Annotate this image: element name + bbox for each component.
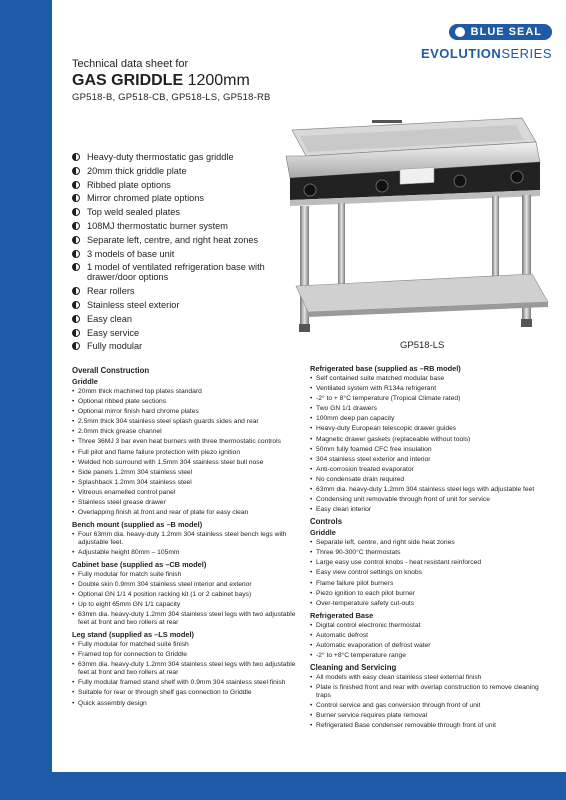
spec-item: • Fully modular for match suite finish	[72, 571, 308, 579]
spec-item: • Fully modular for matched suite finish	[72, 641, 308, 649]
spec-item: • Adjustable height 80mm – 105mm	[72, 549, 308, 557]
spec-item: • 100mm deep pan capacity	[310, 415, 546, 423]
spec-item: • Control service and gas conversion through front of unit	[310, 702, 546, 710]
spec-item: • 63mm dia. heavy-duty 1.2mm 304 stainless steel legs with adjustable feet	[310, 486, 546, 494]
page-title	[72, 72, 302, 90]
title-block	[72, 58, 302, 103]
leg-stand-heading: Leg stand (supplied as –LS model)	[72, 630, 194, 640]
griddle-heading: Griddle	[72, 377, 98, 386]
feature-text: 1 model of ventilated refrigeration base with drawer/door options	[87, 262, 265, 283]
spec-item: • Double skin 0.9mm 304 stainless steel interior and exterior	[72, 581, 308, 589]
spec-item: • Automatic evaporation of defrost water	[310, 642, 546, 650]
right-spec-column	[310, 364, 546, 733]
controls-refrigerated-heading: Refrigerated Base	[310, 610, 374, 620]
side-accent-bar	[0, 0, 52, 800]
logo-text: BLUE SEAL	[470, 26, 542, 38]
feature-item	[72, 328, 292, 338]
feature-text: Easy service	[87, 327, 140, 338]
spec-item: • Plate is finished front and rear with overlap construction to remove cleaning traps	[310, 684, 546, 700]
feature-text: Stainless steel exterior	[87, 299, 180, 310]
spec-item: • Optional mirror finish hard chrome plates	[72, 408, 308, 416]
spec-item: • Easy view control settings on knobs	[310, 569, 546, 577]
spec-item: • Condensing unit removable through front of unit for service	[310, 496, 546, 504]
spec-item: • 20mm thick machined top plates standard	[72, 388, 308, 396]
spec-item: • No condensate drain required	[310, 476, 546, 484]
spec-item: • Fully modular framed stand shelf with 0.9mm 304 stainless steel finish	[72, 679, 308, 687]
cabinet-spec-list	[72, 571, 308, 627]
feature-item	[72, 286, 292, 296]
title-size: 1200mm	[183, 72, 250, 89]
spec-item: • Separate left, centre, and right side heat zones	[310, 539, 546, 547]
spec-item: • -2° to +8°C temperature range	[310, 652, 546, 660]
spec-item: • Four 63mm dia. heavy-duty 1.2mm 304 stainless steel bench legs with adjustable feet.	[72, 531, 308, 547]
spec-item: • Two GN 1/1 drawers	[310, 405, 546, 413]
cleaning-spec-list	[310, 674, 546, 730]
griddle-product-image	[272, 106, 552, 338]
spec-item: • 63mm dia. heavy-duty 1.2mm 304 stainless steel legs with two adjustable feet at front and two rollers at rear	[72, 661, 308, 677]
spec-item: • Quick assembly design	[72, 700, 308, 708]
spec-item: • Heavy-duty European telescopic drawer guides	[310, 425, 546, 433]
controls-heading: Controls	[310, 517, 343, 527]
feature-item	[72, 235, 292, 245]
feature-item	[72, 249, 292, 259]
feature-text: Top weld sealed plates	[87, 207, 180, 218]
spec-item: • Up to eight 65mm GN 1/1 capacity	[72, 601, 308, 609]
spec-item: • Flame failure pilot burners	[310, 580, 546, 588]
spec-item: • Optional GN 1/1 4 position racking kit (1 or 2 cabinet bays)	[72, 591, 308, 599]
spec-item: • 304 stainless steel exterior and interior	[310, 456, 546, 464]
bench-spec-list	[72, 531, 308, 557]
spec-item: • Automatic defrost	[310, 632, 546, 640]
feature-text: Heavy-duty thermostatic gas griddle	[87, 152, 234, 162]
refrigerated-base-heading: Refrigerated base (supplied as –RB model)	[310, 364, 461, 373]
feature-item	[72, 166, 292, 176]
spec-item: • Digital control electronic thermostat	[310, 622, 546, 630]
spec-item: • -2° to + 8°C temperature (Tropical Climate rated)	[310, 395, 546, 403]
spec-item: • Piezo ignition to each pilot burner	[310, 590, 546, 598]
leg-stand-spec-list	[72, 641, 308, 707]
spec-item: • All models with easy clean stainless steel external finish	[310, 674, 546, 682]
feature-list	[72, 152, 292, 355]
footer-accent-bar	[0, 772, 566, 800]
half-circle-bullet-icon	[72, 194, 80, 202]
spec-item: • 50mm fully foamed CFC free insulation	[310, 446, 546, 454]
half-circle-bullet-icon	[72, 222, 80, 230]
feature-text: 20mm thick griddle plate	[87, 165, 187, 176]
brand-logo	[392, 24, 552, 61]
half-circle-bullet-icon	[72, 181, 80, 189]
overall-construction-heading: Overall Construction	[72, 366, 150, 375]
spec-item: • Side panels 1.2mm 304 stainless steel	[72, 469, 308, 477]
image-caption: GP518-LS	[400, 340, 445, 351]
spec-item: • Anti-corrosion treated evaporator	[310, 466, 546, 474]
spec-item: • Over-temperature safety cut-outs	[310, 600, 546, 608]
cabinet-base-heading: Cabinet base (supplied as –CB model)	[72, 559, 207, 569]
half-circle-bullet-icon	[72, 153, 80, 161]
feature-item	[72, 152, 292, 162]
feature-text: Rear rollers	[87, 286, 135, 297]
spec-item: • Optional ribbed plate sections	[72, 398, 308, 406]
griddle-spec-list	[72, 388, 308, 517]
series-suffix: SERIES	[501, 46, 552, 61]
series-o: O	[439, 46, 450, 61]
spec-item: • 2.0mm thick grease channel	[72, 428, 308, 436]
feature-text: Fully modular	[87, 341, 143, 352]
spec-item: • Three 90-300°C thermostats	[310, 549, 546, 557]
spec-item: • Easy clean interior	[310, 506, 546, 514]
feature-item	[72, 180, 292, 190]
refrigerated-spec-list	[310, 375, 546, 514]
half-circle-bullet-icon	[72, 301, 80, 309]
feature-item	[72, 262, 292, 282]
spec-item: • Suitable for rear or through shelf gas connection to Griddle	[72, 689, 308, 697]
half-circle-bullet-icon	[72, 167, 80, 175]
spec-item: • Ventilated system with R134a refrigerant	[310, 385, 546, 393]
spec-item: • Self contained suite matched modular base	[310, 375, 546, 383]
feature-item	[72, 314, 292, 324]
feature-text: Ribbed plate options	[87, 179, 171, 190]
series-prefix: EV	[420, 46, 440, 61]
seal-icon	[455, 27, 465, 37]
half-circle-bullet-icon	[72, 263, 80, 271]
controls-refrigerated-list	[310, 622, 546, 660]
feature-item	[72, 193, 292, 203]
controls-griddle-heading: Griddle	[310, 528, 336, 538]
feature-text: Mirror chromed plate options	[87, 193, 204, 204]
series-wordmark	[392, 46, 552, 61]
half-circle-bullet-icon	[72, 315, 80, 323]
half-circle-bullet-icon	[72, 250, 80, 258]
page-subtitle: Technical data sheet for	[72, 58, 189, 70]
spec-item: • Welded hob surround with 1.5mm 304 stainless steel bull nose	[72, 459, 308, 467]
spec-item: • Refrigerated Base condenser removable through front of unit	[310, 722, 546, 730]
blue-seal-badge	[449, 24, 552, 40]
spec-item: • 63mm dia. heavy-duty 1.2mm 304 stainless steel legs with two adjustable feet at front and two rollers at rear	[72, 611, 308, 627]
half-circle-bullet-icon	[72, 287, 80, 295]
spec-item: • Stainless steel grease drawer	[72, 499, 308, 507]
title-product: GAS GRIDDLE	[72, 72, 184, 89]
spec-item: • Vitreous enamelled control panel	[72, 489, 308, 497]
cleaning-servicing-heading: Cleaning and Servicing	[310, 662, 397, 672]
spec-item: • Full pilot and flame failure protection with piezo ignition	[72, 449, 308, 457]
half-circle-bullet-icon	[72, 329, 80, 337]
spec-item: • Magnetic drawer gaskets (replaceable without tools)	[310, 436, 546, 444]
spec-item: • Large easy use control knobs - heat resistant reinforced	[310, 559, 546, 567]
spec-item: • Splashback 1.2mm 304 stainless steel	[72, 479, 308, 487]
left-spec-column	[72, 364, 308, 710]
bench-mount-heading: Bench mount (supplied as –B model)	[72, 520, 203, 530]
feature-text: Easy clean	[87, 313, 132, 324]
spec-item: • Overlapping finish at front and rear of plate for easy clean	[72, 509, 308, 517]
model-numbers: GP518-B, GP518-CB, GP518-LS, GP518-RB	[72, 92, 271, 103]
spec-item: • 2.5mm thick 304 stainless steel splash guards sides and rear	[72, 418, 308, 426]
feature-text: 108MJ thermostatic burner system	[87, 220, 228, 231]
controls-griddle-list	[310, 539, 546, 607]
series-bold: LUTION	[449, 46, 502, 61]
spec-item: • Burner service requires plate removal	[310, 712, 546, 720]
feature-text: Separate left, centre, and right heat zones	[87, 234, 259, 245]
feature-item	[72, 300, 292, 310]
half-circle-bullet-icon	[72, 208, 80, 216]
half-circle-bullet-icon	[72, 236, 80, 244]
feature-text: 3 models of base unit	[87, 248, 175, 259]
half-circle-bullet-icon	[72, 342, 80, 350]
feature-item	[72, 221, 292, 231]
feature-item	[72, 207, 292, 217]
spec-item: • Three 36MJ 3 bar even heat burners with three thermostatic controls	[72, 438, 308, 446]
spec-item: • Framed top for connection to Griddle	[72, 651, 308, 659]
feature-item	[72, 341, 292, 351]
